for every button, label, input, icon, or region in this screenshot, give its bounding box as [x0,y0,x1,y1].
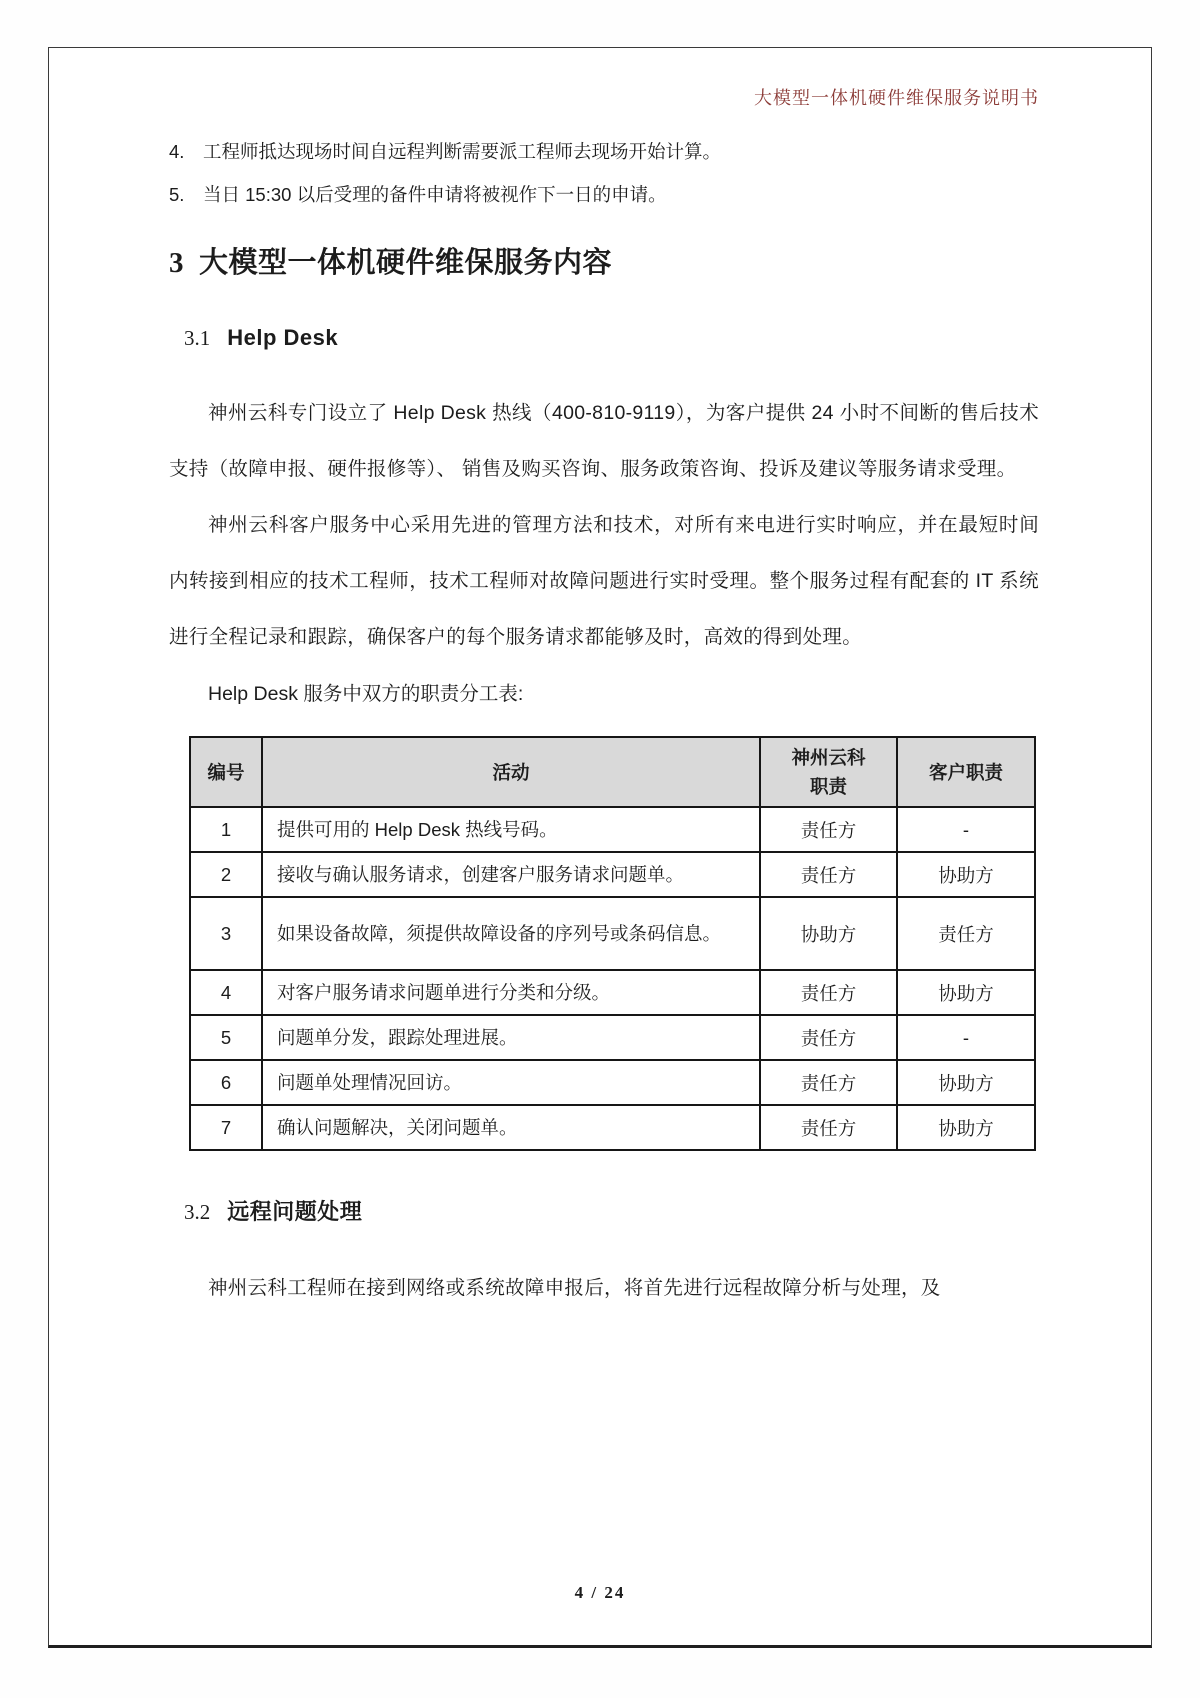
document-page [48,47,1152,1648]
cell-activity: 如果设备故障，须提供故障设备的序列号或条码信息。 [262,897,760,970]
table-row [190,1105,1035,1150]
cell-vendor-duty: 责任方 [760,807,897,852]
table-row [190,852,1035,897]
cell-activity: 确认问题解决，关闭问题单。 [262,1105,760,1150]
table-row [190,807,1035,852]
page-number: 4 / 24 [574,1583,626,1602]
cell-vendor-duty: 责任方 [760,852,897,897]
section-number: 3 [169,247,184,279]
table-row [190,1060,1035,1105]
cell-activity: 提供可用的 Help Desk 热线号码。 [262,807,760,852]
section-number: 3.2 [184,1200,211,1224]
cell-activity: 问题单分发，跟踪处理进展。 [262,1015,760,1060]
section-heading-3-1 [184,325,1039,351]
cell-vendor-duty: 责任方 [760,970,897,1015]
column-header-activity: 活动 [262,737,760,807]
cell-activity: 问题单处理情况回访。 [262,1060,760,1105]
cell-customer-duty: 协助方 [897,1105,1035,1150]
section-title: Help Desk [227,325,339,350]
cell-number: 7 [190,1105,262,1150]
cell-vendor-duty: 责任方 [760,1060,897,1105]
page-content [49,84,1151,1316]
table-caption: Help Desk 服务中双方的职责分工表: [208,683,524,705]
paragraph-service-center: 神州云科客户服务中心采用先进的管理方法和技术，对所有来电进行实时响应，并在最短时间内转接到相应的技术工程师，技术工程师对故障问题进行实时受理。整个服务过程有配套的 IT 系统进行全程记录和跟踪，确保客户的每个服务请求都能够及时，高效的得到处理。 [169,514,1039,648]
cell-customer-duty: 协助方 [897,970,1035,1015]
paragraph-remote-handling: 神州云科工程师在接到网络或系统故障申报后，将首先进行远程故障分析与处理，及 [208,1277,941,1299]
cell-number: 1 [190,807,262,852]
list-item-text: 工程师抵达现场时间自远程判断需要派工程师去现场开始计算。 [203,141,722,162]
section-title: 远程问题处理 [227,1199,363,1224]
responsibility-table [189,736,1036,1151]
cell-number: 3 [190,897,262,970]
column-header-number: 编号 [190,737,262,807]
column-header-vendor-duty-line1: 神州云科 [791,747,866,768]
list-item-number: 5. [169,184,185,205]
table-header-row [190,737,1035,807]
list-item-number: 4. [169,141,185,162]
table-row [190,897,1035,970]
cell-activity: 对客户服务请求问题单进行分类和分级。 [262,970,760,1015]
cell-number: 4 [190,970,262,1015]
responsibility-table-wrapper [189,736,1039,1151]
section-heading-3 [169,240,1039,281]
cell-number: 5 [190,1015,262,1060]
cell-customer-duty: - [897,807,1035,852]
numbered-list [169,140,1039,207]
paragraph-helpdesk-intro: 神州云科专门设立了 Help Desk 热线（400-810-9119），为客户提供 24 小时不间断的售后技术支持（故障申报、硬件报修等）、 销售及购买咨询、服务政策咨询、投诉及建议等服务请求受理。 [169,402,1039,480]
cell-vendor-duty: 协助方 [760,897,897,970]
table-row [190,970,1035,1015]
section-number: 3.1 [184,326,211,350]
cell-customer-duty: 责任方 [897,897,1035,970]
list-item [169,140,1039,164]
table-row [190,1015,1035,1060]
cell-vendor-duty: 责任方 [760,1015,897,1060]
list-item [169,183,1039,207]
cell-activity: 接收与确认服务请求，创建客户服务请求问题单。 [262,852,760,897]
document-header-title: 大模型一体机硬件维保服务说明书 [754,88,1039,108]
column-header-vendor-duty-line2: 职责 [809,776,847,797]
section-title: 大模型一体机硬件维保服务内容 [199,247,613,279]
cell-customer-duty: - [897,1015,1035,1060]
cell-customer-duty: 协助方 [897,852,1035,897]
cell-customer-duty: 协助方 [897,1060,1035,1105]
list-item-text: 当日 15:30 以后受理的备件申请将被视作下一日的申请。 [203,184,667,205]
section-heading-3-2 [184,1195,1039,1226]
cell-number: 6 [190,1060,262,1105]
column-header-customer-duty: 客户职责 [897,737,1035,807]
cell-number: 2 [190,852,262,897]
column-header-vendor-duty [760,737,897,807]
cell-vendor-duty: 责任方 [760,1105,897,1150]
